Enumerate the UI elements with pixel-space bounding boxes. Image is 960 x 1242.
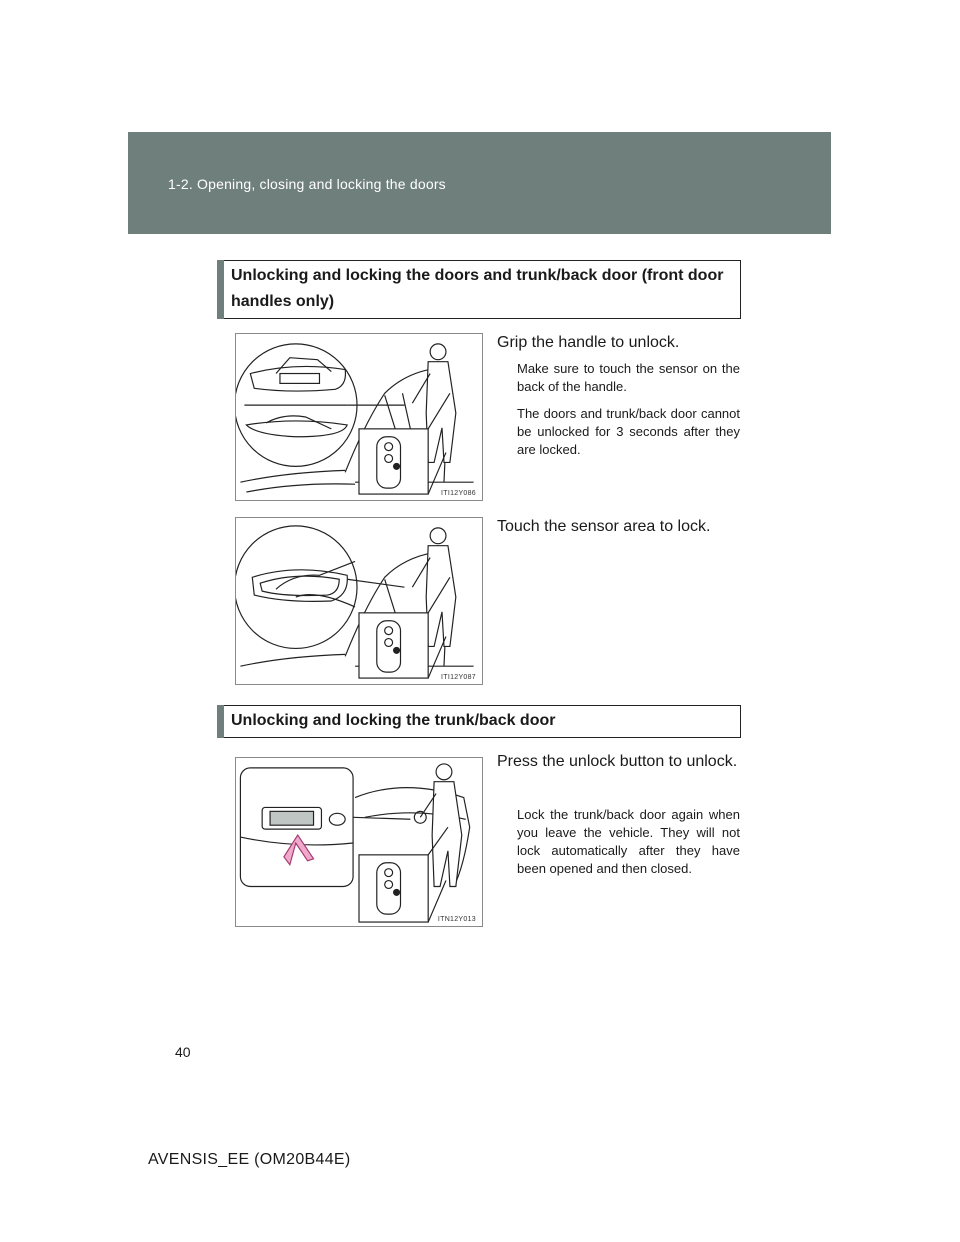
section-title: Unlocking and locking the doors and trunk/back door (front door handles only) [231, 267, 724, 310]
step-note: The doors and trunk/back door cannot be unlocked for 3 seconds after they are locked. [517, 406, 740, 457]
page-number: 40 [175, 1044, 191, 1060]
figure-code: ITI12Y087 [441, 674, 476, 681]
section-heading-front-door-handles [217, 260, 741, 319]
section-title: Unlocking and locking the trunk/back door [231, 712, 556, 729]
step-instruction-grip-handle: Grip the handle to unlock. [497, 334, 680, 351]
illustration-touch-sensor [236, 518, 482, 684]
step-note: Lock the trunk/back door again when you leave the vehicle. They will not lock automatically after they have been opened and then closed. [517, 807, 740, 876]
illustration-grip-handle [236, 334, 482, 500]
document-code: AVENSIS_EE (OM20B44E) [148, 1151, 351, 1168]
step-instruction-press-unlock: Press the unlock button to unlock. [497, 753, 738, 770]
illustration-trunk-button [236, 758, 482, 926]
figure-code: ITI12Y086 [441, 490, 476, 497]
figure-touch-sensor-lock [235, 517, 483, 685]
chapter-title: 1-2. Opening, closing and locking the doors [168, 176, 446, 192]
step-instruction-touch-sensor: Touch the sensor area to lock. [497, 518, 711, 535]
step-note: Make sure to touch the sensor on the back of the handle. [517, 361, 740, 394]
chapter-header-bar [128, 132, 831, 234]
figure-grip-handle-unlock [235, 333, 483, 501]
figure-code: ITN12Y013 [437, 916, 476, 923]
section-heading-trunk-back-door [217, 705, 741, 738]
figure-trunk-unlock-button [235, 757, 483, 927]
